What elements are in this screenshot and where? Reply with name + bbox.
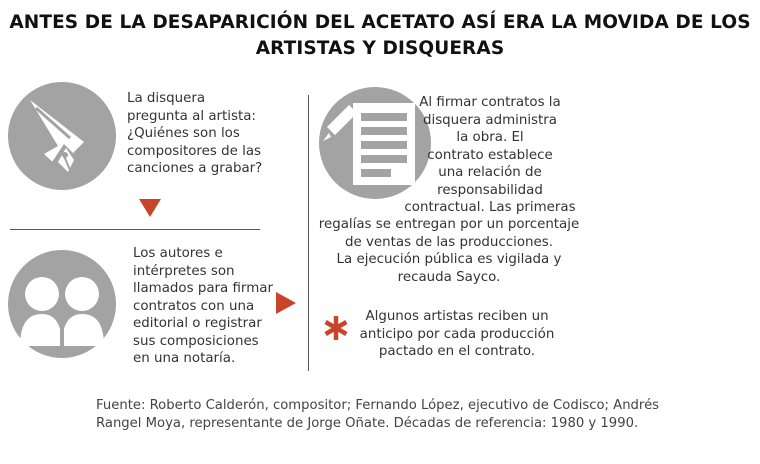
title-line-2: ARTISTAS Y DISQUERAS <box>255 38 505 59</box>
vertical-divider <box>308 95 309 371</box>
two-people-icon <box>8 250 116 358</box>
source-note: Fuente: Roberto Calderón, compositor; Fernando López, ejecutivo de Codisco; Andrés Rangel Moya, representante de Jorge Oñate. Décadas de referencia: 1980 y 1990. <box>96 398 660 431</box>
step3-text-bottom: regalías se entregan por un porcentaje de ventas de las producciones. La ejecución pública es vigilada y recauda Sayco. <box>318 217 580 285</box>
asterisk-icon <box>323 315 349 341</box>
step2-text: Los autores e intérpretes son llamados para firmar contratos con una editorial o registrar sus composiciones en una notaría. <box>133 246 273 366</box>
infographic-title <box>0 10 760 62</box>
title-line-1: ANTES DE LA DESAPARICIÓN DEL ACETATO ASÍ ERA LA MOVIDA DE LOS <box>9 12 751 33</box>
fountain-pen-nib-icon <box>8 82 116 190</box>
note-text: Algunos artistas reciben un anticipo por cada producción pactado en el contrato. <box>359 309 555 359</box>
step1-text: La disquera pregunta al artista: ¿Quiénes son los compositores de las canciones a grabar? <box>127 91 263 176</box>
arrow-down-icon <box>139 199 161 217</box>
step3-text-top: Al firmar contratos la disquera administra la obra. El contrato establece una relación de responsabilidad contractual. Las primeras <box>404 95 576 215</box>
horizontal-divider <box>10 229 260 230</box>
arrow-right-icon <box>276 292 296 314</box>
